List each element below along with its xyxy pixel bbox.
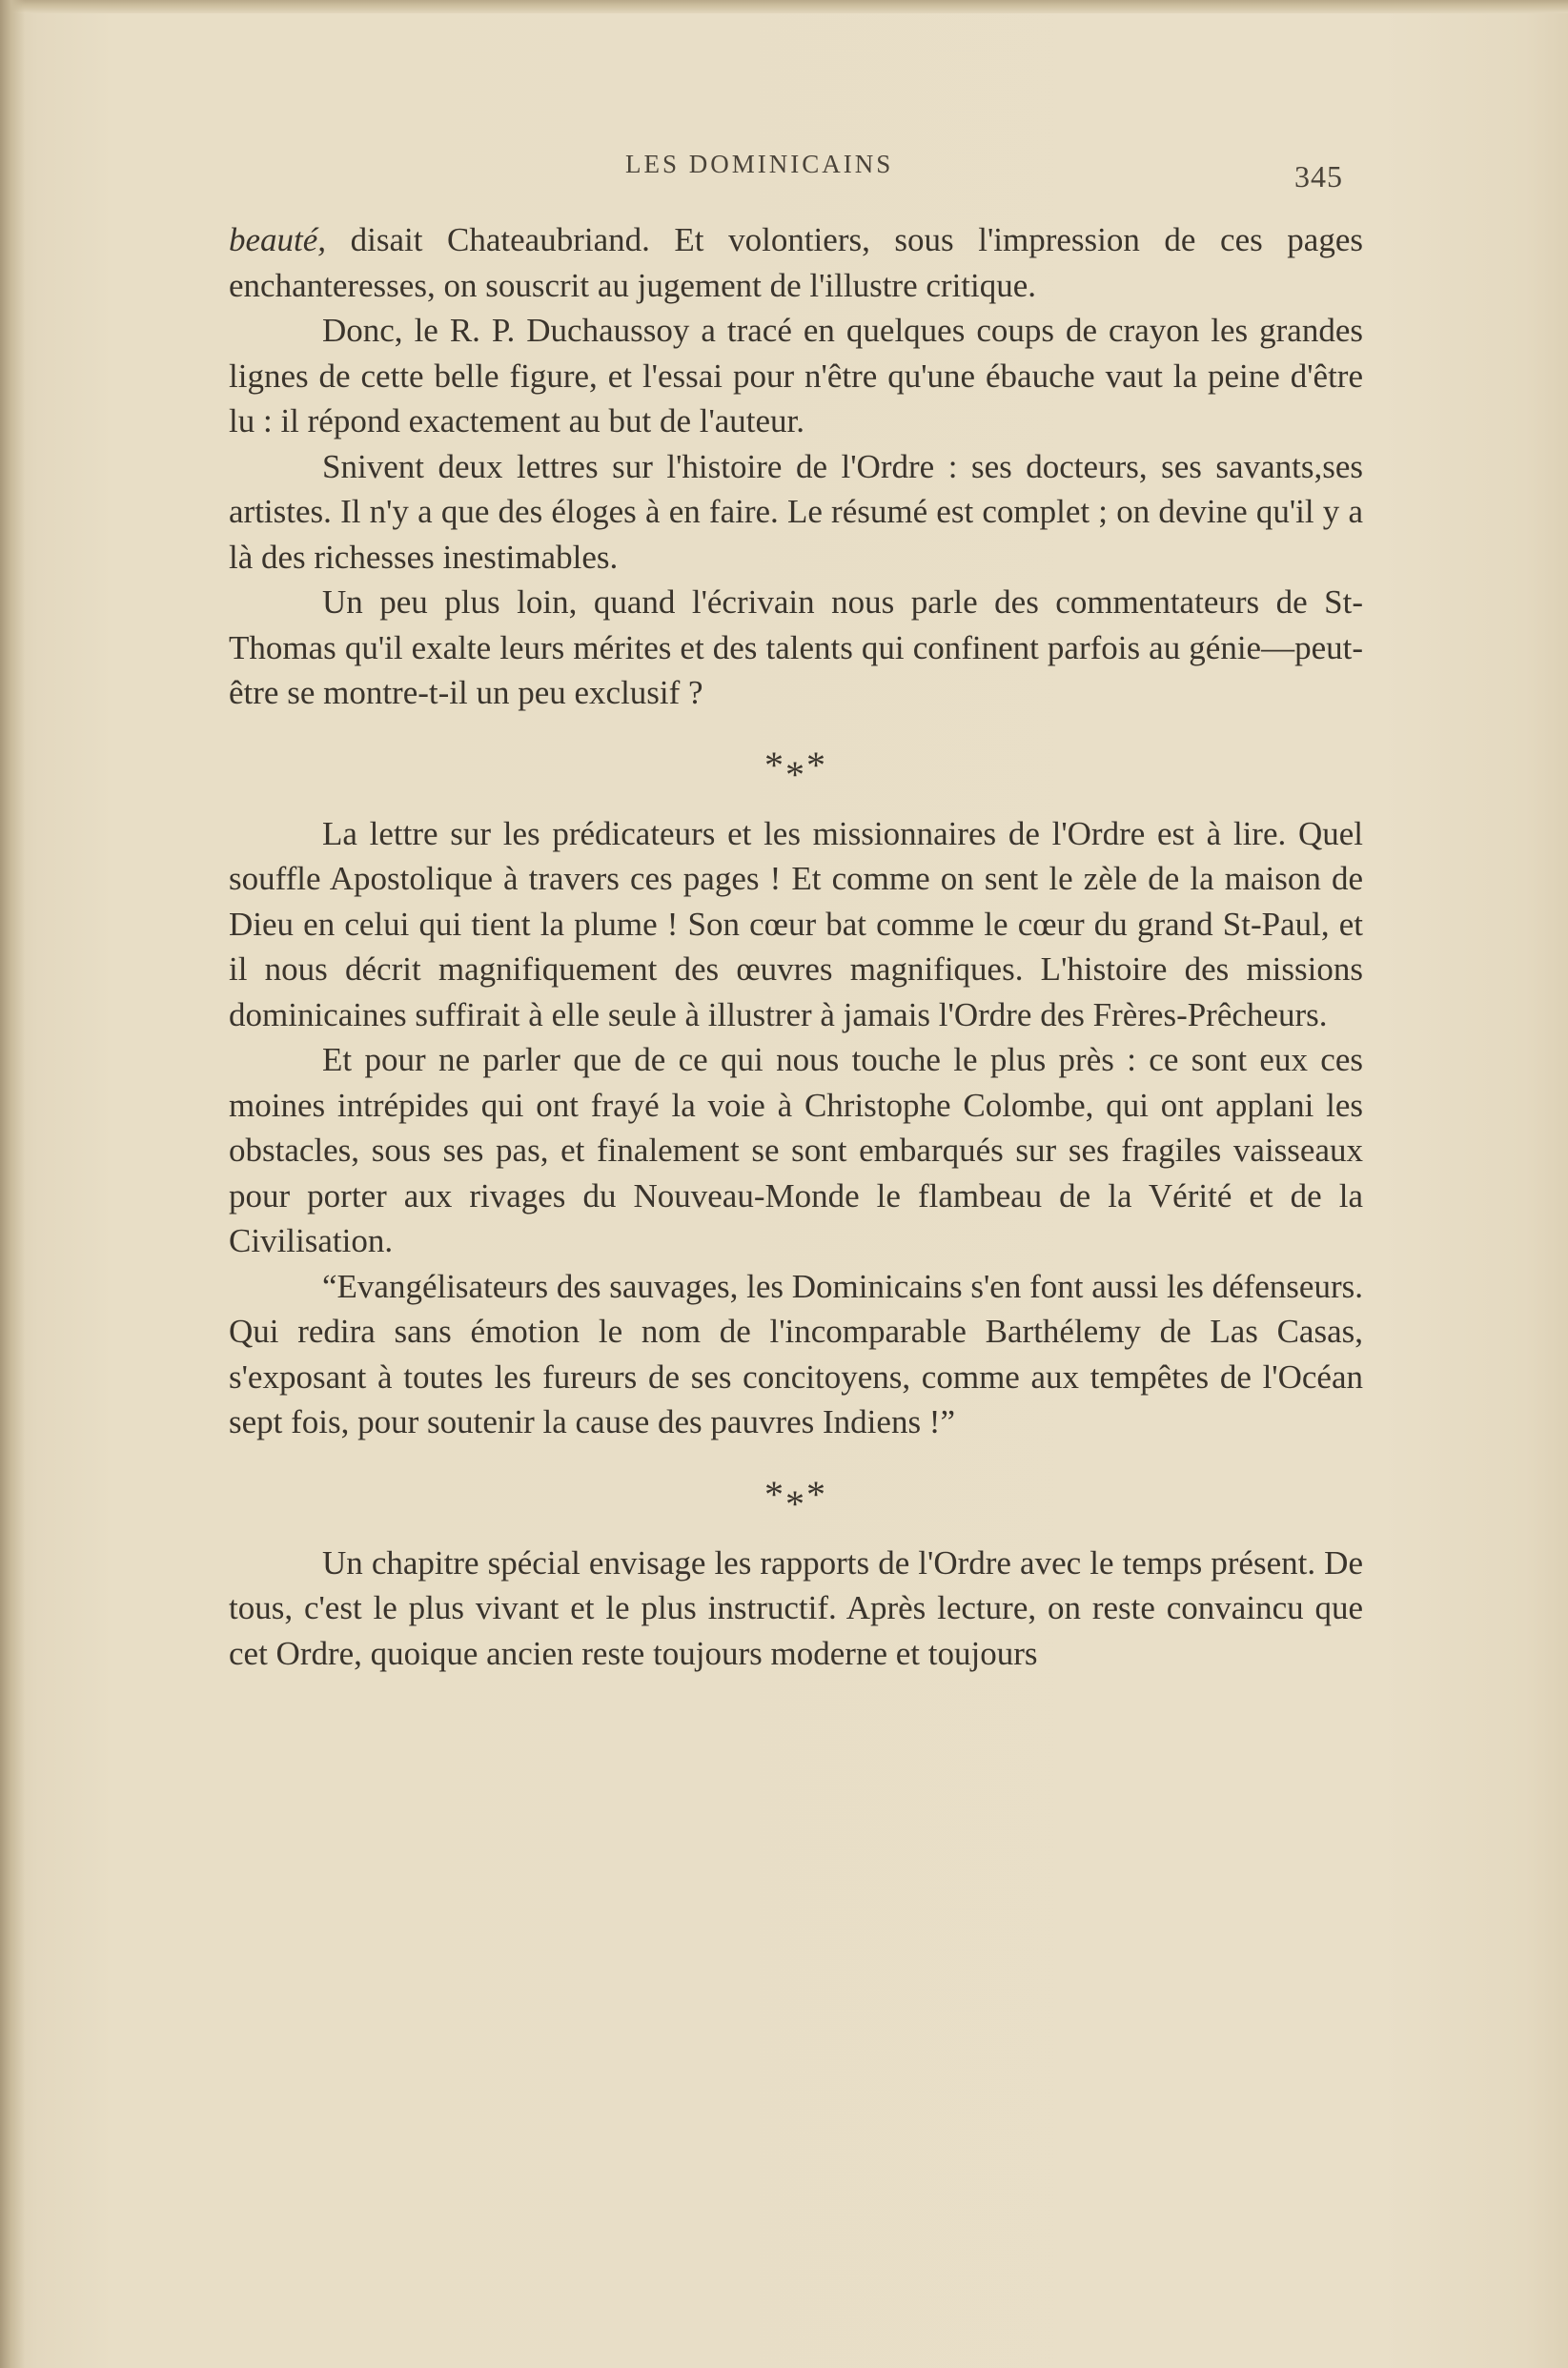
paragraph-4: Un peu plus loin, quand l'écrivain nous parle des commentateurs de St-Thomas qu'il exalte leurs mérites et des talents qui confinent parfois au génie—peut-être se montre-t-il un peu exclusif ? <box>229 583 1363 711</box>
paragraph-1-emphasis: beauté, <box>229 221 327 258</box>
asterism-2-left: * <box>764 1472 785 1516</box>
page-top-edge <box>0 0 1568 13</box>
body-text <box>229 217 1363 1676</box>
paragraph-6: Et pour ne parler que de ce qui nous touche le plus près : ce sont eux ces moines intrépides qui ont frayé la voie à Christophe Colombe, qui ont applani les obstacles, sous ses pas, et finalement se sont embarqués sur ses fragiles vaisseaux pour porter aux rivages du Nouveau-Monde le flambeau de la Vérité et de la Civilisation. <box>229 1041 1363 1259</box>
paragraph-5: La lettre sur les prédicateurs et les missionnaires de l'Ordre est à lire. Quel souffle Apostolique à travers ces pages ! Et comme on sent le zèle de la maison de Dieu en celui qui tient la plume ! Son cœur bat comme le cœur du grand St-Paul, et il nous décrit magnifiquement des œuvres magnifiques. L'histoire des missions dominicaines suffirait à elle seule à illustrer à jamais l'Ordre des Frères-Prêcheurs. <box>229 814 1363 1033</box>
paragraph-7: “Evangélisateurs des sauvages, les Dominicains s'en font aussi les défenseurs. Qui redira sans émotion le nom de l'incomparable Barthélemy de Las Casas, s'exposant à toutes les fureurs de ses concitoyens, comme aux tempêtes de l'Océan sept fois, pour soutenir la cause des pauvres Indiens !” <box>229 1267 1363 1440</box>
asterism-1-right: * <box>806 743 827 786</box>
running-title: LES DOMINICAINS <box>625 150 894 178</box>
page-number: 345 <box>1294 159 1343 194</box>
asterism-2-right: * <box>806 1472 827 1516</box>
paragraph-2: Donc, le R. P. Duchaussoy a tracé en quelques coups de crayon les grandes lignes de cette belle figure, et l'essai pour n'être qu'une ébauche vaut la peine d'être lu : il répond exactement au but de l'auteur. <box>229 312 1363 439</box>
paragraph-8: Un chapitre spécial envisage les rapports de l'Ordre avec le temps présent. De tous, c'est le plus vivant et le plus instructif. Après lecture, on reste convaincu que cet Ordre, quoique ancien reste toujours moderne et toujours <box>229 1543 1363 1672</box>
asterism-1-left: * <box>764 743 785 786</box>
asterism-divider-1 <box>229 737 1363 794</box>
running-head <box>0 148 1568 194</box>
paragraph-1-text: disait Chateaubriand. Et volontiers, sous l'impression de ces pages enchanteresses, on souscrit au jugement de l'illustre critique. <box>229 221 1363 304</box>
asterism-divider-2 <box>229 1466 1363 1523</box>
paragraph-3: Snivent deux lettres sur l'histoire de l'Ordre : ses docteurs, ses savants,ses artistes. Il n'y a que des éloges à en faire. Le résumé est complet ; on devine qu'il y a là des richesses inestimables. <box>229 447 1363 576</box>
asterism-1-middle: * <box>785 752 806 796</box>
paragraph-1 <box>229 217 1363 308</box>
spine-shadow <box>0 0 25 2368</box>
asterism-2-middle: * <box>785 1481 806 1525</box>
